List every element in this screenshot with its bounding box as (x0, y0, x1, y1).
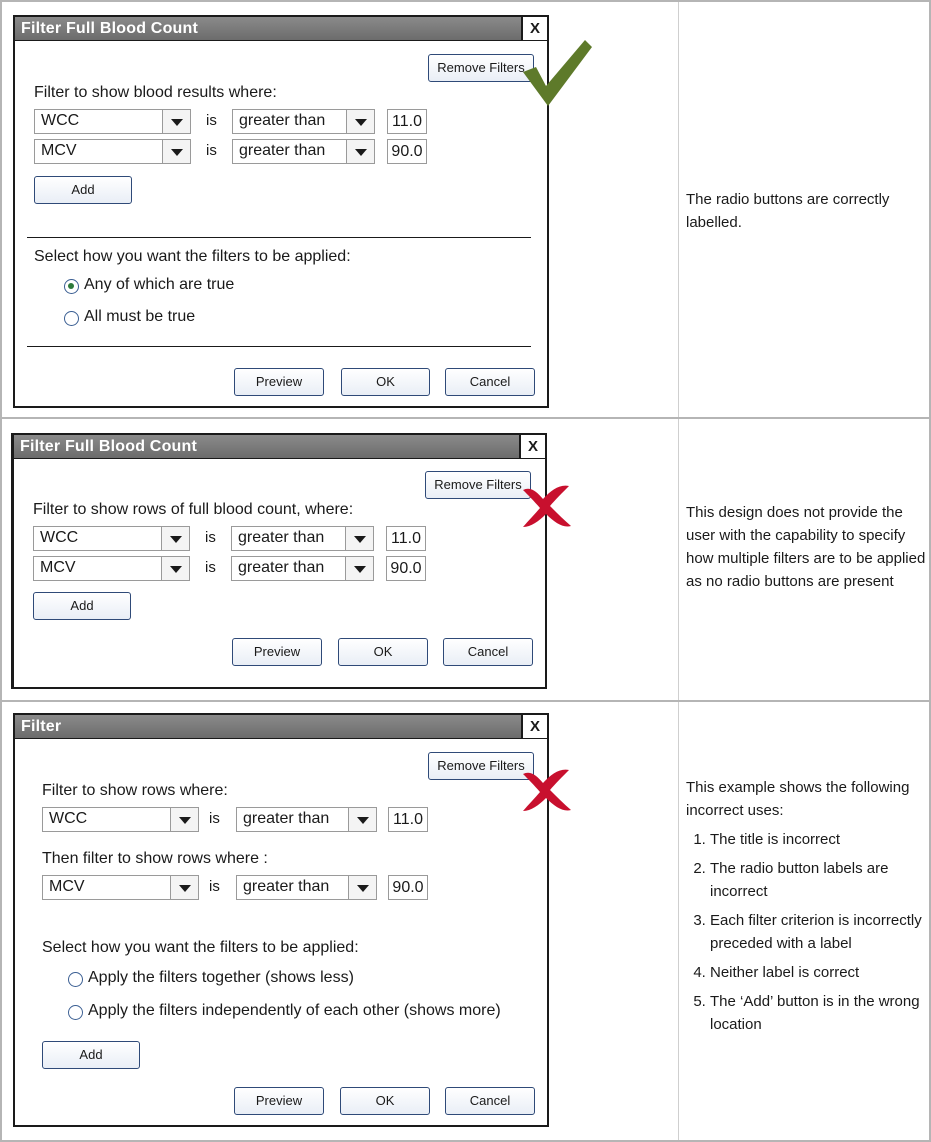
filter-dialog (13, 713, 549, 1127)
chevron-down-icon[interactable] (162, 140, 190, 163)
cancel-button[interactable]: Cancel (445, 368, 535, 396)
radio-label: Any of which are true (84, 276, 235, 293)
comparison-select-value: greater than (239, 112, 326, 129)
dialog-titlebar (14, 435, 545, 459)
dialog-title: Filter Full Blood Count (21, 20, 199, 37)
filter-dialog (13, 15, 549, 408)
remove-filters-button[interactable]: Remove Filters (425, 471, 531, 499)
radio-label: All must be true (84, 308, 196, 325)
dialog-titlebar (15, 715, 547, 739)
comparison-select-value: greater than (239, 142, 326, 159)
comparison-select-value: greater than (243, 810, 330, 827)
issue-item: 1. The title is incorrect (710, 828, 926, 851)
comparison-select-value: greater than (238, 529, 325, 546)
dialog-title: Filter Full Blood Count (20, 438, 198, 455)
apply-heading: Select how you want the filters to be applied: (42, 939, 359, 956)
explanation-note (686, 188, 926, 234)
ok-button[interactable]: OK (341, 368, 430, 396)
cross-icon (519, 482, 574, 530)
preview-button[interactable]: Preview (232, 638, 322, 666)
value-input[interactable]: 11.0 (388, 807, 428, 832)
filter-heading: Filter to show rows of full blood count, where: (33, 501, 354, 518)
radio-together[interactable] (68, 972, 83, 987)
radio-any[interactable] (64, 279, 79, 294)
is-label: is (209, 810, 220, 827)
explanation-note (686, 776, 926, 1042)
comparison-select[interactable] (232, 139, 375, 164)
example-row-incorrect-1 (0, 417, 931, 702)
radio-label: Apply the filters independently of each other (shows more) (88, 1002, 501, 1019)
radio-independent[interactable] (68, 1005, 83, 1020)
comparison-select[interactable] (231, 526, 374, 551)
filter-heading: Filter to show rows where: (42, 782, 228, 799)
field-select-value: MCV (49, 878, 85, 895)
issue-item: 4. Neither label is correct (710, 961, 926, 984)
dialog-title: Filter (21, 718, 62, 735)
field-select-value: WCC (40, 529, 79, 546)
radio-label: Apply the filters together (shows less) (88, 969, 354, 986)
cross-icon (519, 766, 574, 814)
close-button[interactable]: X (521, 17, 547, 40)
add-button[interactable]: Add (34, 176, 132, 204)
chevron-down-icon[interactable] (161, 527, 189, 550)
checkmark-icon (519, 38, 594, 110)
is-label: is (205, 559, 216, 576)
column-divider (678, 702, 679, 1140)
field-select-value: MCV (41, 142, 77, 159)
radio-all[interactable] (64, 311, 79, 326)
issue-list (686, 828, 926, 1036)
dialog-titlebar (15, 17, 547, 41)
is-label: is (206, 112, 217, 129)
cancel-button[interactable]: Cancel (443, 638, 533, 666)
ok-button[interactable]: OK (340, 1087, 430, 1115)
value-input[interactable]: 90.0 (388, 875, 428, 900)
chevron-down-icon[interactable] (170, 808, 198, 831)
example-row-incorrect-2 (0, 700, 931, 1142)
comparison-select[interactable] (231, 556, 374, 581)
field-select[interactable] (33, 526, 190, 551)
explanation-note (686, 501, 926, 593)
remove-filters-button[interactable]: Remove Filters (428, 752, 534, 780)
value-input[interactable]: 90.0 (387, 139, 427, 164)
issue-item: 5. The ‘Add’ button is in the wrong location (710, 990, 926, 1036)
field-select[interactable] (33, 556, 190, 581)
comparison-select-value: greater than (243, 878, 330, 895)
ok-button[interactable]: OK (338, 638, 428, 666)
value-input[interactable]: 90.0 (386, 556, 426, 581)
then-heading: Then filter to show rows where : (42, 850, 268, 867)
field-select[interactable] (42, 807, 199, 832)
field-select[interactable] (34, 109, 191, 134)
remove-filters-button[interactable]: Remove Filters (428, 54, 534, 82)
value-input[interactable]: 11.0 (387, 109, 427, 134)
apply-heading: Select how you want the filters to be applied: (34, 248, 351, 265)
field-select-value: WCC (41, 112, 80, 129)
close-button[interactable]: X (521, 715, 547, 738)
chevron-down-icon[interactable] (346, 140, 374, 163)
filter-heading: Filter to show blood results where: (34, 84, 277, 101)
issue-item: 3. Each filter criterion is incorrectly preceded with a label (710, 909, 926, 955)
column-divider (678, 2, 679, 417)
explanation-intro: This example shows the following incorrect uses: (686, 779, 910, 819)
column-divider (678, 419, 679, 700)
comparison-select-value: greater than (238, 559, 325, 576)
is-label: is (206, 142, 217, 159)
comparison-select[interactable] (232, 109, 375, 134)
is-label: is (205, 529, 216, 546)
explanation-text: The radio buttons are correctly labelled. (686, 191, 890, 231)
explanation-text: This design does not provide the user with the capability to specify how multiple filters are to be applied as no radio buttons are present (686, 504, 926, 590)
chevron-down-icon[interactable] (348, 808, 376, 831)
value-input[interactable]: 11.0 (386, 526, 426, 551)
chevron-down-icon[interactable] (162, 110, 190, 133)
chevron-down-icon[interactable] (345, 527, 373, 550)
chevron-down-icon[interactable] (346, 110, 374, 133)
comparison-select[interactable] (236, 807, 377, 832)
chevron-down-icon[interactable] (161, 557, 189, 580)
add-button[interactable]: Add (33, 592, 131, 620)
filter-dialog (11, 433, 547, 689)
divider (27, 237, 531, 238)
example-row-correct (0, 0, 931, 419)
add-button[interactable]: Add (42, 1041, 140, 1069)
field-select-value: WCC (49, 810, 88, 827)
issue-item: 2. The radio button labels are incorrect (710, 857, 926, 903)
close-button[interactable]: X (519, 435, 545, 458)
preview-button[interactable]: Preview (234, 1087, 324, 1115)
cancel-button[interactable]: Cancel (445, 1087, 535, 1115)
field-select[interactable] (34, 139, 191, 164)
comparison-select[interactable] (236, 875, 377, 900)
chevron-down-icon[interactable] (345, 557, 373, 580)
is-label: is (209, 878, 220, 895)
divider (27, 346, 531, 347)
field-select-value: MCV (40, 559, 76, 576)
preview-button[interactable]: Preview (234, 368, 324, 396)
chevron-down-icon[interactable] (170, 876, 198, 899)
field-select[interactable] (42, 875, 199, 900)
chevron-down-icon[interactable] (348, 876, 376, 899)
